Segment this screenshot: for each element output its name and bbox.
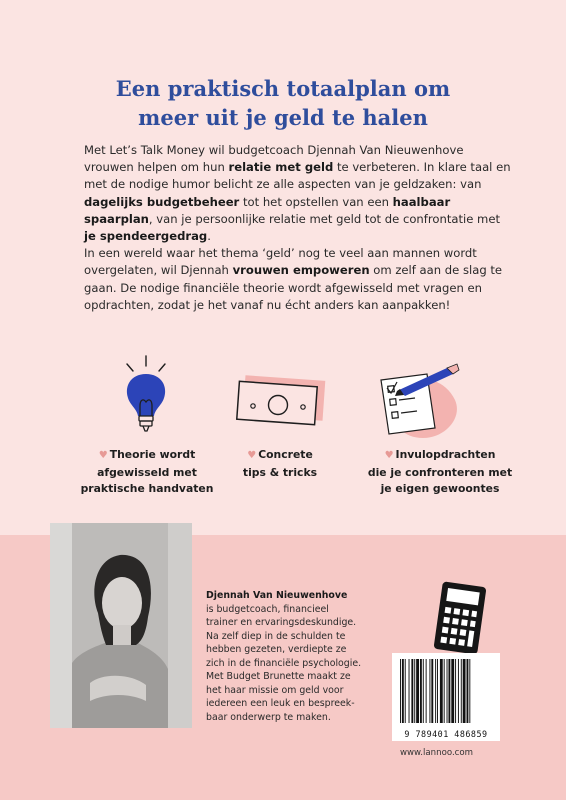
barcode-bar (467, 659, 469, 723)
isbn-number: 9 789401 486859 (404, 729, 488, 739)
body-text: Met Let’s Talk Money wil budgetcoach Djennah Van Nieuwenhove vrouwen helpen om hun (84, 143, 464, 175)
emphasis-text: je spendeergedrag (84, 229, 208, 244)
author-bio-line: is budgetcoach, financieel (206, 603, 329, 615)
feature-tips-line-1: Concrete (258, 448, 313, 461)
feature-tips-line-2: tips & tricks (242, 465, 318, 479)
author-bio-line: het haar missie om geld voor (206, 684, 344, 696)
body-text: . (207, 229, 211, 244)
blurb-paragraph-2 (84, 245, 514, 314)
barcode-bar (435, 659, 436, 723)
barcode-bar (437, 659, 438, 723)
emphasis-text: vrouwen empoweren (232, 263, 370, 278)
barcode-bar (461, 659, 462, 723)
body-text: , van je persoonlijke relatie met geld tot de confrontatie met (148, 211, 501, 226)
barcode-bar (400, 659, 401, 723)
barcode-bar (402, 659, 404, 723)
barcode-bar (463, 659, 466, 723)
author-bio-line: Met Budget Brunette maakt ze (206, 671, 351, 682)
checklist-pen-icon (375, 362, 471, 444)
author-bio-line: Na zelf diep in de schulden te (206, 630, 346, 642)
author-name: Djennah Van Nieuwenhove (206, 590, 348, 601)
barcode-bar (414, 659, 415, 723)
headline-line-1: Een praktisch totaalplan om (115, 76, 451, 101)
heart-icon: ♥ (384, 450, 394, 461)
barcode-bar (458, 659, 459, 723)
barcode-bars (398, 659, 494, 725)
feature-exercises-line-2: die je confronteren met (367, 465, 513, 479)
feature-exercises-line-3: je eigen gewoontes (380, 482, 500, 495)
barcode-bar (423, 659, 424, 723)
barcode-bar (451, 659, 454, 723)
emphasis-text: dagelijks budgetbeheer (84, 194, 240, 209)
emphasis-text: relatie met geld (228, 160, 334, 175)
calculator-icon (428, 578, 492, 658)
barcode-bar (444, 659, 445, 723)
body-text: te verbeteren. In klare taal en met de nodige humor belicht ze alle aspecten van je geldzaken: van (84, 160, 511, 192)
headline-line-2: meer uit je geld te halen (138, 105, 428, 130)
barcode-bar (440, 659, 443, 723)
feature-theory-line-3: praktische handvaten (80, 482, 214, 495)
feature-theory (72, 447, 222, 498)
author-bio-line: iedereen een leuk en bespreek- (206, 698, 355, 709)
emphasis-text: haalbaar spaarplan (84, 194, 451, 226)
feature-theory-line-2: afgewisseld met (97, 465, 197, 479)
author-bio-line: baar onderwerp te maken. (206, 711, 331, 723)
blurb (84, 142, 514, 314)
feature-tips (225, 447, 335, 481)
barcode-bar (405, 659, 406, 723)
barcode-bar (429, 659, 430, 723)
heart-icon: ♥ (98, 450, 108, 461)
author-bio-line: hebben gezeten, verdiepte ze (206, 644, 347, 655)
lightbulb-icon (118, 354, 174, 436)
heart-icon: ♥ (247, 450, 257, 461)
author-bio-line: zich in de financiële psychologie. (206, 657, 362, 669)
banknote-icon (236, 374, 328, 430)
feature-exercises (355, 447, 525, 498)
body-text: In een wereld waar het thema ‘geld’ nog te veel aan mannen wordt overgelaten, wil Djennah (84, 246, 477, 278)
barcode-bar (426, 659, 427, 723)
barcode-bar (431, 659, 433, 723)
barcode-bar (469, 659, 470, 723)
publisher-website: www.lannoo.com (400, 748, 474, 758)
body-text: tot het opstellen van een (239, 194, 393, 209)
barcode-bar (420, 659, 422, 723)
barcode-bar (455, 659, 456, 723)
body-text: om zelf aan de slag te gaan. De nodige financiële theorie wordt afgewisseld met vragen en opdrachten, zodat je het vanaf nu écht anders kan aanpakken! (84, 263, 503, 312)
barcode-bar (416, 659, 419, 723)
barcode-bar (411, 659, 413, 723)
barcode-bar (447, 659, 448, 723)
author-bio (206, 589, 396, 724)
barcode (392, 653, 500, 741)
feature-theory-line-1: Theorie wordt (109, 448, 196, 461)
barcode-bar (448, 659, 450, 723)
barcode-bar (409, 659, 410, 723)
headline (30, 74, 536, 132)
feature-exercises-line-1: Invulopdrachten (395, 448, 496, 461)
author-bio-line: trainer en ervaringsdeskundige. (206, 617, 357, 628)
author-photo (50, 523, 192, 728)
blurb-paragraph-1 (84, 142, 514, 245)
